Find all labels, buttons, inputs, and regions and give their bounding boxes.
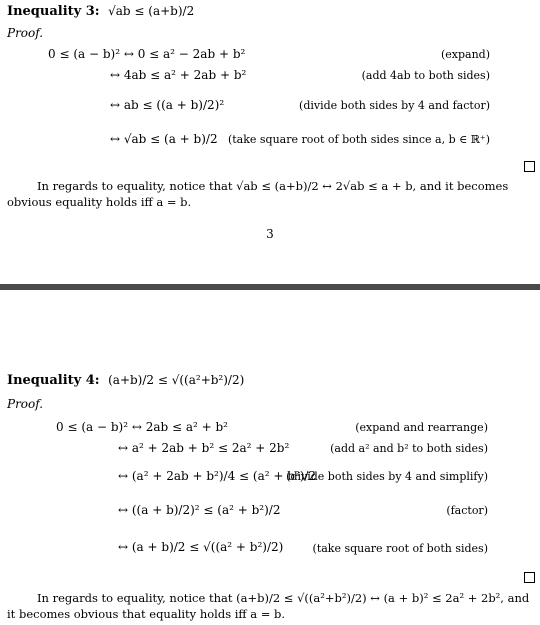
section-1-line-1: 0 ≤ (a − b)² ↔ 0 ≤ a² − 2ab + b² bbox=[48, 47, 246, 61]
section-1-line-3: ↔ ab ≤ ((a + b)/2)² bbox=[110, 98, 225, 112]
section-2-line-3: ↔ (a² + 2ab + b²)/4 ≤ (a² + b²)/2 bbox=[118, 469, 317, 483]
section-1-note-3: (divide both sides by 4 and factor) bbox=[299, 99, 490, 112]
section-1-qed-box bbox=[524, 161, 535, 172]
section-2-line-5: ↔ (a + b)/2 ≤ √((a² + b²)/2) bbox=[118, 540, 284, 554]
section-1-note-1: (expand) bbox=[440, 48, 490, 61]
page-number: 3 bbox=[266, 227, 274, 241]
section-2-paragraph: In regards to equality, notice that (a+b)/2 ≤ √((a²+b²)/2) ↔ (a + b)² ≤ 2a² + 2b², and it becomes obvious that equality holds iff a = b. bbox=[7, 591, 530, 621]
section-1-paragraph: In regards to equality, notice that √ab ≤ (a+b)/2 ↔ 2√ab ≤ a + b, and it becomes obvious equality holds iff a = b. bbox=[7, 179, 509, 209]
section-2-line-1: 0 ≤ (a − b)² ↔ 2ab ≤ a² + b² bbox=[56, 420, 228, 434]
section-1-statement: √ab ≤ (a+b)/2 bbox=[108, 4, 195, 18]
section-1-title-label: Inequality 3: bbox=[7, 4, 100, 19]
section-2-statement: (a+b)/2 ≤ √((a²+b²)/2) bbox=[108, 373, 245, 387]
section-2-note-2: (add a² and b² to both sides) bbox=[330, 442, 488, 455]
section-1-title bbox=[7, 4, 194, 19]
section-1-line-2: ↔ 4ab ≤ a² + 2ab + b² bbox=[110, 68, 247, 82]
section-1-line-4: ↔ √ab ≤ (a + b)/2 bbox=[110, 132, 218, 146]
section-2-line-2: ↔ a² + 2ab + b² ≤ 2a² + 2b² bbox=[118, 441, 290, 455]
section-1-note-2: (add 4ab to both sides) bbox=[361, 69, 490, 82]
section-2-title-label: Inequality 4: bbox=[7, 373, 100, 388]
section-2-qed-box bbox=[524, 572, 535, 583]
section-1-proof-label: Proof. bbox=[7, 26, 44, 40]
section-2-title bbox=[7, 373, 244, 388]
section-2-note-3: (divide both sides by 4 and simplify) bbox=[286, 470, 488, 483]
section-2-note-5: (take square root of both sides) bbox=[312, 542, 488, 555]
section-2-line-4: ↔ ((a + b)/2)² ≤ (a² + b²)/2 bbox=[118, 503, 281, 517]
section-2-note-4: (factor) bbox=[446, 504, 488, 517]
page-divider bbox=[0, 284, 540, 290]
section-1-note-4: (take square root of both sides since a, b ∈ ℝ⁺) bbox=[227, 133, 490, 146]
section-2-proof-label: Proof. bbox=[7, 397, 44, 411]
section-2-note-1: (expand and rearrange) bbox=[355, 421, 488, 434]
